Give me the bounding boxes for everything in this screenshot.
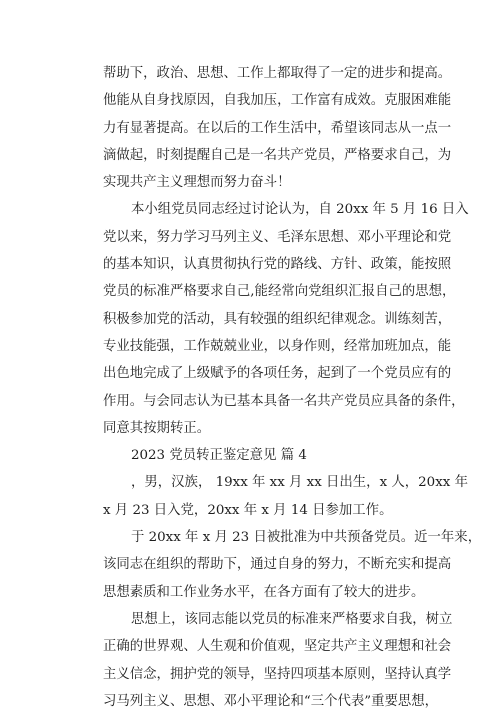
text-line-18: 于 20xx 年 x 月 23 日被批准为中共预备党员。近一年来， [131, 530, 482, 546]
text-line-2: 他能从自身找原因，自我加压，工作富有成效。克服困难能 [103, 93, 452, 109]
section-heading: 2023 党员转正鉴定意见 篇 4 [131, 448, 307, 464]
text-line-24: 习马列主义、思想、邓小平理论和“三个代表”重要思想， [103, 693, 439, 709]
text-line-6: 本小组党员同志经过讨论认为，自 20xx 年 5 月 16 日入 [131, 202, 469, 218]
text-line-3: 力有显著提高。在以后的工作生活中，希望该同志从一点一 [103, 120, 452, 136]
text-line-12: 出色地完成了上级赋予的各项任务，起到了一个党员应有的 [103, 366, 452, 382]
text-line-14: 同意其按期转正。 [103, 420, 211, 436]
text-line-20: 思想素质和工作业务水平，在各方面有了较大的进步。 [103, 584, 425, 600]
text-line-23: 主义信念，拥护党的领导，坚持四项基本原则，坚持认真学 [103, 666, 452, 682]
text-line-5: 实现共产主义理想而努力奋斗！ [103, 175, 291, 191]
text-line-9: 党员的标准严格要求自己,能经常向党组织汇报自己的思想， [103, 284, 456, 300]
text-line-17: x 月 23 日入党，20xx 年 x 月 14 日参加工作。 [103, 502, 393, 518]
text-line-16: ，男，汉族， 19xx 年 xx 月 xx 日出生，x 人，20xx 年 [131, 475, 468, 491]
text-line-21: 思想上，该同志能以党员的标准来严格要求自我，树立 [131, 611, 453, 627]
document-body [103, 60, 482, 715]
text-line-22: 正确的世界观、人生观和价值观，坚定共产主义理想和社会 [103, 639, 452, 655]
text-line-7: 党以来，努力学习马列主义、毛泽东思想、邓小平理论和党 [103, 229, 452, 245]
text-line-1: 帮助下，政治、思想、工作上都取得了一定的进步和提高。 [103, 66, 452, 81]
text-line-19: 该同志在组织的帮助下，通过自身的努力，不断充实和提高 [103, 557, 452, 573]
text-line-4: 滴做起，时刻提醒自己是一名共产党员，严格要求自己，为 [103, 147, 452, 163]
text-line-8: 的基本知识，认真贯彻执行党的路线、方针、政策，能按照 [103, 257, 452, 273]
text-line-13: 作用。与会同志认为已基本具备一名共产党员应具备的条件， [103, 393, 465, 409]
text-line-10: 积极参加党的活动，具有较强的组织纪律观念。训练刻苦， [103, 311, 452, 327]
text-line-11: 专业技能强，工作兢兢业业，以身作则，经常加班加点，能 [103, 338, 452, 354]
